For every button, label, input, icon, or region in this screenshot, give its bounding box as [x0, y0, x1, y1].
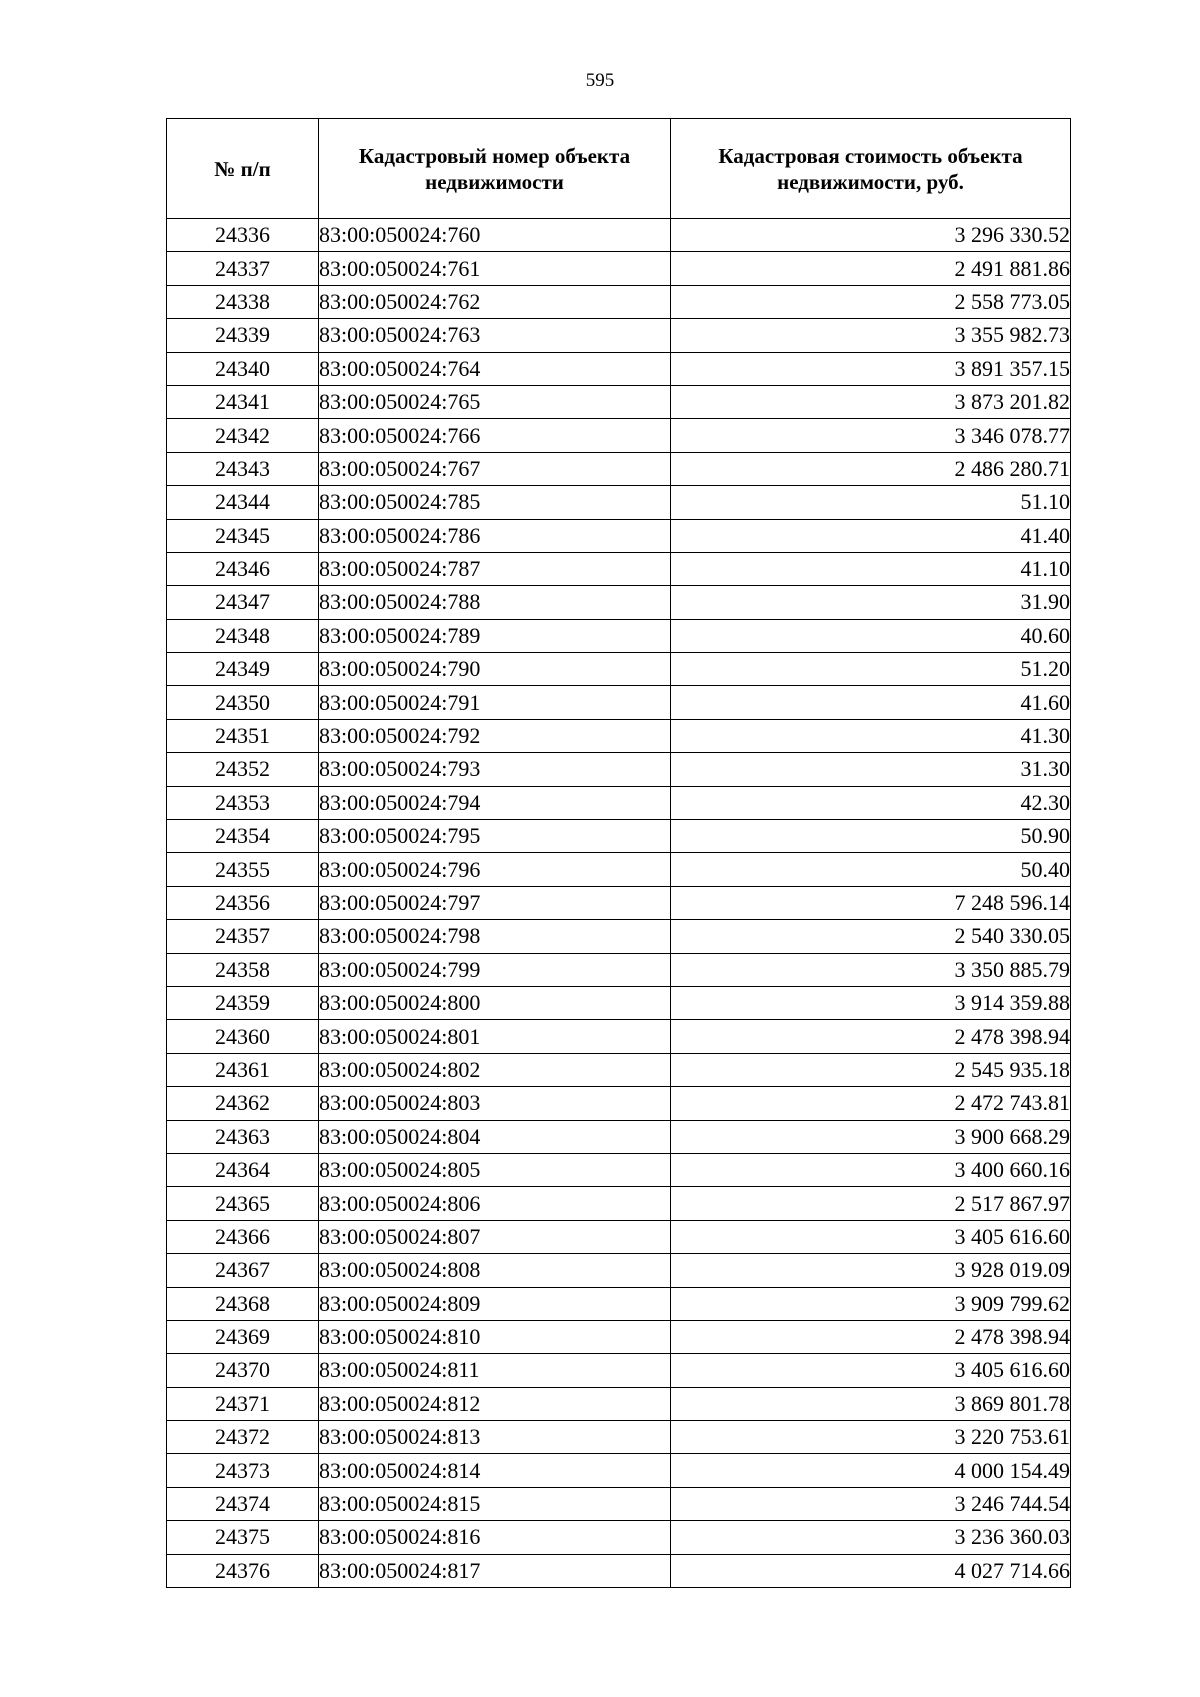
- table-row: [167, 820, 1071, 853]
- row-number-cell: 24369: [167, 1320, 319, 1353]
- table-row: [167, 252, 1071, 285]
- row-number-cell: 24348: [167, 619, 319, 652]
- row-number-cell: 24376: [167, 1554, 319, 1587]
- table-row: [167, 1020, 1071, 1053]
- row-number-cell: 24362: [167, 1087, 319, 1120]
- cadastral-value-cell: 3 236 360.03: [671, 1521, 1071, 1554]
- cadastral-value-cell: 41.60: [671, 686, 1071, 719]
- row-number-cell: 24368: [167, 1287, 319, 1320]
- page-number: 595: [585, 70, 615, 91]
- cadastral-value-cell: 2 491 881.86: [671, 252, 1071, 285]
- table-row: [167, 753, 1071, 786]
- cadastral-number-cell: 83:00:050024:812: [319, 1387, 671, 1420]
- row-number-cell: 24367: [167, 1254, 319, 1287]
- row-number-cell: 24350: [167, 686, 319, 719]
- cadastral-value-cell: 3 900 668.29: [671, 1120, 1071, 1153]
- row-number-cell: 24372: [167, 1421, 319, 1454]
- table-row: [167, 1487, 1071, 1520]
- row-number-cell: 24339: [167, 319, 319, 352]
- cadastral-number-cell: 83:00:050024:807: [319, 1220, 671, 1253]
- row-number-cell: 24344: [167, 486, 319, 519]
- cadastral-value-cell: 3 346 078.77: [671, 419, 1071, 452]
- cadastral-value-cell: 41.40: [671, 519, 1071, 552]
- row-number-cell: 24337: [167, 252, 319, 285]
- cadastral-number-cell: 83:00:050024:794: [319, 786, 671, 819]
- table-row: [167, 686, 1071, 719]
- cadastral-value-cell: 2 540 330.05: [671, 920, 1071, 953]
- row-number-cell: 24346: [167, 552, 319, 585]
- row-number-cell: 24361: [167, 1053, 319, 1086]
- cadastral-number-cell: 83:00:050024:805: [319, 1153, 671, 1186]
- table-row: [167, 1254, 1071, 1287]
- cadastral-number-cell: 83:00:050024:817: [319, 1554, 671, 1587]
- cadastral-number-cell: 83:00:050024:765: [319, 385, 671, 418]
- cadastral-value-cell: 50.90: [671, 820, 1071, 853]
- cadastral-value-cell: 3 296 330.52: [671, 219, 1071, 252]
- table-row: [167, 853, 1071, 886]
- table-row: [167, 1554, 1071, 1587]
- cadastral-number-cell: 83:00:050024:816: [319, 1521, 671, 1554]
- cadastral-number-cell: 83:00:050024:761: [319, 252, 671, 285]
- row-number-cell: 24347: [167, 586, 319, 619]
- cadastral-number-cell: 83:00:050024:800: [319, 986, 671, 1019]
- cadastral-number-cell: 83:00:050024:802: [319, 1053, 671, 1086]
- row-number-cell: 24342: [167, 419, 319, 452]
- cadastral-value-table: [166, 118, 1071, 1588]
- cadastral-value-cell: 3 873 201.82: [671, 385, 1071, 418]
- cadastral-number-cell: 83:00:050024:799: [319, 953, 671, 986]
- cadastral-number-cell: 83:00:050024:809: [319, 1287, 671, 1320]
- table-body: [167, 219, 1071, 1588]
- table-row: [167, 452, 1071, 485]
- cadastral-value-cell: 51.10: [671, 486, 1071, 519]
- row-number-cell: 24370: [167, 1354, 319, 1387]
- cadastral-number-cell: 83:00:050024:810: [319, 1320, 671, 1353]
- table-row: [167, 1287, 1071, 1320]
- cadastral-number-cell: 83:00:050024:760: [319, 219, 671, 252]
- row-number-cell: 24359: [167, 986, 319, 1019]
- table-row: [167, 552, 1071, 585]
- row-number-cell: 24375: [167, 1521, 319, 1554]
- cadastral-value-cell: 2 472 743.81: [671, 1087, 1071, 1120]
- cadastral-number-cell: 83:00:050024:796: [319, 853, 671, 886]
- table-row: [167, 1187, 1071, 1220]
- cadastral-number-cell: 83:00:050024:787: [319, 552, 671, 585]
- row-number-cell: 24373: [167, 1454, 319, 1487]
- cadastral-value-cell: 3 909 799.62: [671, 1287, 1071, 1320]
- cadastral-value-cell: 42.30: [671, 786, 1071, 819]
- cadastral-value-cell: 31.30: [671, 753, 1071, 786]
- cadastral-number-cell: 83:00:050024:764: [319, 352, 671, 385]
- cadastral-value-cell: 41.10: [671, 552, 1071, 585]
- cadastral-number-cell: 83:00:050024:785: [319, 486, 671, 519]
- cadastral-number-cell: 83:00:050024:792: [319, 719, 671, 752]
- cadastral-value-cell: 2 478 398.94: [671, 1020, 1071, 1053]
- header-row: [167, 119, 1071, 219]
- row-number-cell: 24352: [167, 753, 319, 786]
- table-row: [167, 886, 1071, 919]
- cadastral-value-cell: 3 405 616.60: [671, 1220, 1071, 1253]
- table-row: [167, 1320, 1071, 1353]
- cadastral-value-cell: 3 891 357.15: [671, 352, 1071, 385]
- cadastral-value-cell: 3 405 616.60: [671, 1354, 1071, 1387]
- table-row: [167, 719, 1071, 752]
- cadastral-value-cell: 7 248 596.14: [671, 886, 1071, 919]
- cadastral-value-cell: 31.90: [671, 586, 1071, 619]
- header-cadastral-number: Кадастровый номер объекта недвижимости: [319, 119, 671, 219]
- table-row: [167, 419, 1071, 452]
- table-row: [167, 1354, 1071, 1387]
- row-number-cell: 24336: [167, 219, 319, 252]
- cadastral-number-cell: 83:00:050024:795: [319, 820, 671, 853]
- cadastral-number-cell: 83:00:050024:801: [319, 1020, 671, 1053]
- cadastral-number-cell: 83:00:050024:762: [319, 285, 671, 318]
- table-row: [167, 1153, 1071, 1186]
- cadastral-value-cell: 3 355 982.73: [671, 319, 1071, 352]
- row-number-cell: 24360: [167, 1020, 319, 1053]
- cadastral-value-cell: 51.20: [671, 653, 1071, 686]
- table-row: [167, 486, 1071, 519]
- table-row: [167, 953, 1071, 986]
- cadastral-value-cell: 40.60: [671, 619, 1071, 652]
- cadastral-value-cell: 3 869 801.78: [671, 1387, 1071, 1420]
- row-number-cell: 24338: [167, 285, 319, 318]
- table-row: [167, 352, 1071, 385]
- cadastral-number-cell: 83:00:050024:763: [319, 319, 671, 352]
- row-number-cell: 24366: [167, 1220, 319, 1253]
- row-number-cell: 24358: [167, 953, 319, 986]
- row-number-cell: 24343: [167, 452, 319, 485]
- row-number-cell: 24341: [167, 385, 319, 418]
- table-row: [167, 1521, 1071, 1554]
- cadastral-number-cell: 83:00:050024:786: [319, 519, 671, 552]
- cadastral-value-cell: 50.40: [671, 853, 1071, 886]
- row-number-cell: 24351: [167, 719, 319, 752]
- row-number-cell: 24365: [167, 1187, 319, 1220]
- cadastral-value-cell: 3 246 744.54: [671, 1487, 1071, 1520]
- cadastral-number-cell: 83:00:050024:791: [319, 686, 671, 719]
- table-row: [167, 986, 1071, 1019]
- cadastral-number-cell: 83:00:050024:803: [319, 1087, 671, 1120]
- cadastral-value-cell: 41.30: [671, 719, 1071, 752]
- cadastral-number-cell: 83:00:050024:788: [319, 586, 671, 619]
- table-row: [167, 586, 1071, 619]
- row-number-cell: 24356: [167, 886, 319, 919]
- cadastral-value-cell: 3 928 019.09: [671, 1254, 1071, 1287]
- cadastral-number-cell: 83:00:050024:767: [319, 452, 671, 485]
- table-row: [167, 1220, 1071, 1253]
- row-number-cell: 24349: [167, 653, 319, 686]
- cadastral-number-cell: 83:00:050024:790: [319, 653, 671, 686]
- cadastral-number-cell: 83:00:050024:811: [319, 1354, 671, 1387]
- row-number-cell: 24363: [167, 1120, 319, 1153]
- cadastral-value-cell: 2 545 935.18: [671, 1053, 1071, 1086]
- table-row: [167, 1387, 1071, 1420]
- cadastral-value-cell: 3 914 359.88: [671, 986, 1071, 1019]
- header-cadastral-value: Кадастровая стоимость объекта недвижимости, руб.: [671, 119, 1071, 219]
- row-number-cell: 24340: [167, 352, 319, 385]
- cadastral-value-cell: 3 400 660.16: [671, 1153, 1071, 1186]
- cadastral-value-cell: 2 517 867.97: [671, 1187, 1071, 1220]
- cadastral-value-cell: 4 000 154.49: [671, 1454, 1071, 1487]
- cadastral-value-cell: 3 220 753.61: [671, 1421, 1071, 1454]
- cadastral-number-cell: 83:00:050024:815: [319, 1487, 671, 1520]
- table-row: [167, 285, 1071, 318]
- row-number-cell: 24374: [167, 1487, 319, 1520]
- table-row: [167, 786, 1071, 819]
- header-row-number: № п/п: [167, 119, 319, 219]
- row-number-cell: 24353: [167, 786, 319, 819]
- cadastral-value-cell: 2 486 280.71: [671, 452, 1071, 485]
- row-number-cell: 24345: [167, 519, 319, 552]
- cadastral-number-cell: 83:00:050024:814: [319, 1454, 671, 1487]
- cadastral-number-cell: 83:00:050024:806: [319, 1187, 671, 1220]
- row-number-cell: 24354: [167, 820, 319, 853]
- table-row: [167, 920, 1071, 953]
- cadastral-number-cell: 83:00:050024:798: [319, 920, 671, 953]
- table-row: [167, 1421, 1071, 1454]
- row-number-cell: 24371: [167, 1387, 319, 1420]
- table-header: [167, 119, 1071, 219]
- row-number-cell: 24357: [167, 920, 319, 953]
- table-row: [167, 653, 1071, 686]
- row-number-cell: 24355: [167, 853, 319, 886]
- table-row: [167, 519, 1071, 552]
- cadastral-value-cell: 3 350 885.79: [671, 953, 1071, 986]
- table-row: [167, 1454, 1071, 1487]
- table-row: [167, 619, 1071, 652]
- table-row: [167, 319, 1071, 352]
- table-row: [167, 1087, 1071, 1120]
- cadastral-value-cell: 4 027 714.66: [671, 1554, 1071, 1587]
- table-row: [167, 219, 1071, 252]
- table-row: [167, 1053, 1071, 1086]
- table-row: [167, 1120, 1071, 1153]
- cadastral-number-cell: 83:00:050024:766: [319, 419, 671, 452]
- cadastral-number-cell: 83:00:050024:793: [319, 753, 671, 786]
- cadastral-number-cell: 83:00:050024:789: [319, 619, 671, 652]
- cadastral-number-cell: 83:00:050024:797: [319, 886, 671, 919]
- row-number-cell: 24364: [167, 1153, 319, 1186]
- cadastral-number-cell: 83:00:050024:804: [319, 1120, 671, 1153]
- table-row: [167, 385, 1071, 418]
- cadastral-value-cell: 2 478 398.94: [671, 1320, 1071, 1353]
- cadastral-value-cell: 2 558 773.05: [671, 285, 1071, 318]
- cadastral-number-cell: 83:00:050024:808: [319, 1254, 671, 1287]
- cadastral-number-cell: 83:00:050024:813: [319, 1421, 671, 1454]
